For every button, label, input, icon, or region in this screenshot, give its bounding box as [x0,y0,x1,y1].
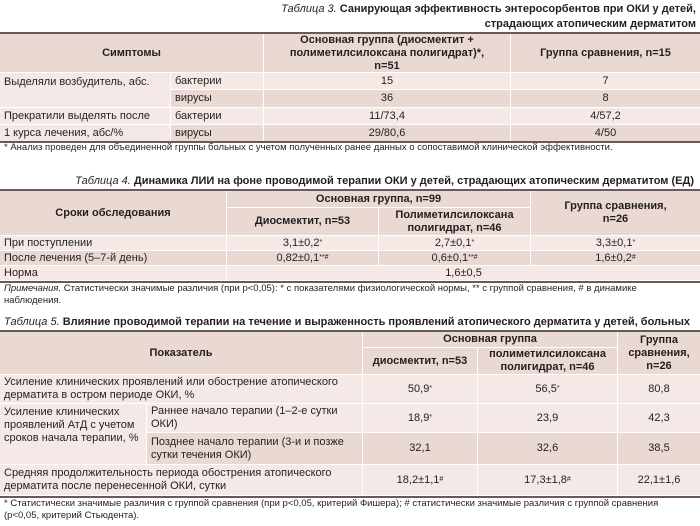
table5-row3-sub [147,433,362,464]
table4-header-pmsp-line1: Полиметилсилоксана [395,208,514,221]
table5-row2-sub-line2: ОКИ) [151,418,178,430]
table4-header-comp-line2: n=26 [602,213,629,225]
table5-row2-sub-line1: Раннее начало терапии (1–2-е сутки [151,405,338,417]
table3-row4-comp: 4/50 [511,125,700,141]
table5-row1-comp: 80,8 [618,375,700,403]
table4-note [4,283,696,307]
table5-row2-dios-value: 18,9 [407,411,430,424]
table4-row1-comp: 3,3±0,1 * [531,236,700,250]
table5-row1-dios-value: 50,9 [407,382,430,395]
table4-row2-comp: 1,6±0,2 # [531,251,700,265]
table4-row2-pmsp: 0,6±0,1 **# [379,251,530,265]
table5-row4-label-line1: Средняя продолжительность периода обострения атопического [4,467,332,479]
table5-header-main-group: Основная группа [363,332,617,347]
table4-caption-title: Динамика ЛИИ на фоне проводимой терапии ОКИ у детей, страдающих атопическим дерматитом (ЕД) [133,175,694,187]
table4-caption [0,174,700,188]
table5-caption-prefix: Таблица 5. [4,316,60,328]
table3-row4-main: 29/80,6 [264,125,510,141]
table5-header-pmsp-line1: полиметилсилоксана [489,348,606,360]
table5-header-pmsp [478,348,617,374]
table3-row1-comp: 7 [511,73,700,89]
table4-header-period: Сроки обследования [0,191,226,235]
table5-note [4,498,696,522]
table5-note-line1: * Статистически значимые различия с группой сравнения (при р<0,05, критерий Фишера); # статистически значимые различия с группой сравнения [4,498,659,509]
table4-row3-label: Норма [0,266,226,280]
table5-row1-dios: 50,9 * [363,375,477,403]
table4-row1-label: При поступлении [0,236,226,250]
table5-header-comparison [618,332,700,374]
table4-row1-comp-value: 3,3±0,1 [595,236,633,249]
table4-header-comp-line1: Группа сравнения, [564,200,667,212]
table3-row4-sub: вирусы [171,125,263,141]
table5-row4-comp: 22,1±1,6 [618,465,700,495]
table3-note: * Анализ проведен для объединенной группы больных с учетом полученных ранее данных о сопоставимой клинической эффективности. [4,142,613,153]
table5-header-indicator: Показатель [0,332,362,374]
table5-row2-sub [147,404,362,432]
table5-row4-label [0,465,362,495]
table3-caption-title-line2: страдающих атопическим дерматитом [484,18,696,30]
table3-caption-title-line1: Санирующая эффективность энтеросорбентов при ОКИ у детей, [339,3,696,15]
table5-row1-pmsp-value: 56,5 [535,382,557,395]
table4-header-main-group: Основная группа, n=99 [227,191,530,207]
table5-row3-comp: 38,5 [618,433,700,464]
table3-row1-main: 15 [264,73,510,89]
table5-row4-dios: 18,2±1,1 # [363,465,477,495]
table5-row2-dios: 18,9 * [363,404,477,432]
table5-row4-dios-value: 18,2±1,1 [396,473,440,486]
table5-row2-label-line2: проявлений АтД с учетом [4,419,135,431]
table5-row3-pmsp: 32,6 [478,433,617,464]
table4-row2-dios-value: 0,82±0,1 [276,251,320,264]
table5-row1-label-line1: Усиление клинических проявлений или обострение атопического [4,376,338,388]
table4-header-diosmectite: Диосмектит, n=53 [227,208,378,235]
table4-note-prefix: Примечания. [4,283,62,294]
table3-caption [0,2,700,16]
table3-row3-main: 11/73,4 [264,108,510,124]
table5-note-line2: (р<0,05, критерий Стьюдента). [4,510,140,521]
table4-header-comparison [531,191,700,235]
table3-header-main-line2: полиметилсилоксана полигидрат)*, [289,46,485,59]
table4-row2-comp-value: 1,6±0,2 [595,251,632,264]
table3-row1-sub: бактерии [171,73,263,89]
table5-header-diosmectite: диосмектит, n=53 [363,348,477,374]
table3-row2-sub: вирусы [171,90,263,107]
table5-row3-sub-line1: Позднее начало терапии (3-и и позже [151,435,344,448]
table4-note-text: Статистически значимые различия (при р<0,05): * с показателями физиологической нормы, ** с группой сравнения, # в динамике наблюдения. [4,283,637,306]
table4-row2-dios: 0,82±0,1 **# [227,251,378,265]
table3-row3-label: Прекратили выделять после [0,108,170,124]
table4-row1-pmsp-value: 2,7±0,1 [434,236,472,249]
table5-header-pmsp-line2: полигидрат, n=46 [500,361,595,373]
table4-row1-pmsp: 2,7±0,1 * [379,236,530,250]
table3-row1-label: Выделяли возбудитель, абс. [0,73,170,107]
table4-row1-dios: 3,1±0,2 * [227,236,378,250]
table3-row2-comp: 8 [511,90,700,107]
table3-row3-sub: бактерии [171,108,263,124]
table5-row3-sub-line2: сутки течения ОКИ) [151,448,252,461]
table3-header-symptoms: Симптомы [0,34,263,72]
table5-row3-dios: 32,1 [363,433,477,464]
table3-row4-label: 1 курса лечения, абс/% [0,125,170,141]
table4-row3-norm: 1,6±0,5 [227,266,700,280]
table3-header-main-line1: Основная группа (диосмектит + [300,34,474,46]
table5-row4-pmsp-value: 17,3±1,8 [524,473,567,486]
table5-row4-pmsp: 17,3±1,8 # [478,465,617,495]
table3-header-comparison: Группа сравнения, n=15 [511,34,700,72]
table5-header-comp-line2: сравнения, n=26 [628,346,690,372]
table3-row3-comp: 4/57,2 [511,108,700,124]
table4-header-pmsp-line2: полигидрат, n=46 [407,221,502,234]
table3-header-main [264,34,510,72]
table5-row2-label-line3: сроков начала терапии, % [4,432,139,444]
table4-caption-prefix: Таблица 4. [75,175,131,187]
table4-header-pmsp [379,208,530,235]
table5-row1-label-line2: дерматита в остром периоде ОКИ, % [4,389,195,401]
table5-row4-label-line2: дерматита после перенесенной ОКИ, сутки [4,480,227,492]
table5-row2-pmsp: 23,9 [478,404,617,432]
table3-row2-main: 36 [264,90,510,107]
table5-row2-label-line1: Усиление клинических [4,406,120,418]
table3-caption-prefix: Таблица 3. [281,3,337,15]
table4-row2-label: После лечения (5–7-й день) [0,251,226,265]
table5-row2-label [0,404,146,464]
table5-row2-comp: 42,3 [618,404,700,432]
table3-header-main-line3: n=51 [374,59,400,72]
table5-row1-pmsp: 56,5 * [478,375,617,403]
table5-caption-title: Влияние проводимой терапии на течение и выраженность проявлений атопического дерматита у детей, больных [62,316,690,328]
table4-row2-pmsp-value: 0,6±0,1 [431,251,469,264]
table5-row1-label [0,375,362,403]
table5-header-comp-line1: Группа [640,333,678,346]
table4-row1-dios-value: 3,1±0,2 [282,236,320,249]
